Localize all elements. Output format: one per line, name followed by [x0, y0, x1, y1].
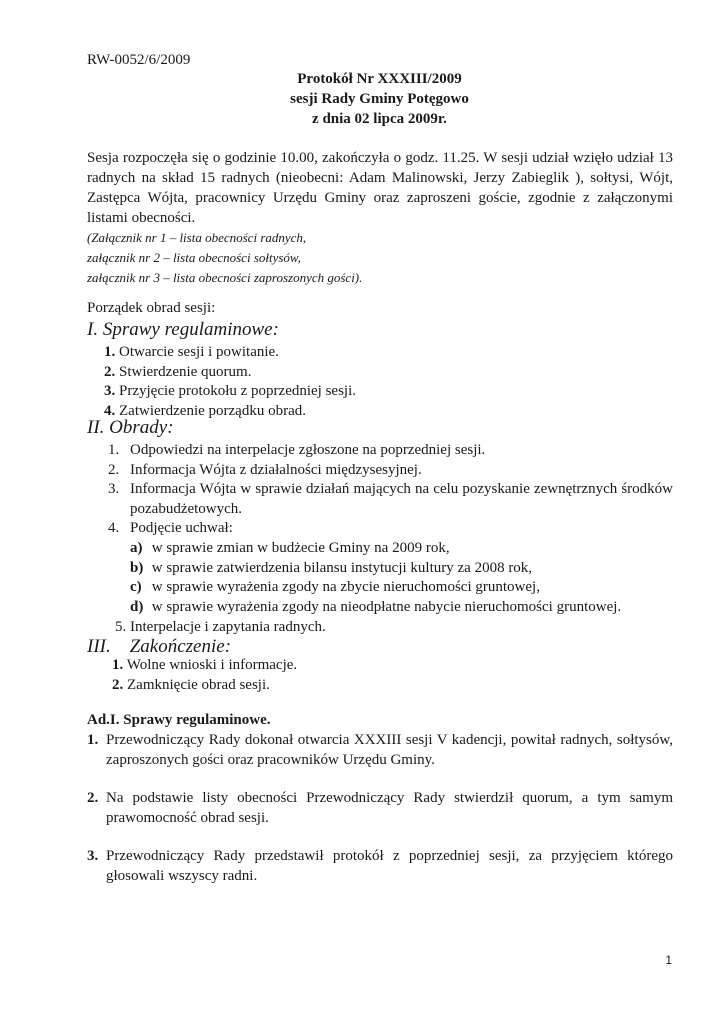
list-item [104, 343, 664, 363]
item-number: 1. [108, 442, 120, 458]
item-text: Przyjęcie protokołu z poprzedniej sesji. [119, 383, 357, 399]
annex-line-3: załącznik nr 3 – lista obecności zaproszonych gości). [87, 270, 363, 285]
paragraph-number: 1. [87, 732, 99, 748]
item-number: 1. [104, 344, 116, 360]
list-item [108, 441, 673, 461]
item-number: 1. [112, 657, 124, 673]
list-item [130, 559, 675, 579]
item-text: Podjęcie uchwał: [130, 520, 233, 536]
title-line-3: z dnia 02 lipca 2009r. [312, 111, 447, 127]
list-item [112, 676, 672, 696]
item-text: Stwierdzenie quorum. [119, 363, 252, 380]
section-2-list [108, 441, 673, 539]
item-number: 2. [108, 461, 120, 478]
item-letter: a) [130, 540, 143, 556]
paragraph-text: Przewodniczący Rady przedstawił protokół z poprzedniej sesji, za przyjęciem którego głosowali wszyscy radni. [106, 848, 673, 884]
list-item [108, 461, 673, 481]
paragraph-number: 3. [87, 848, 99, 864]
item-text: Otwarcie sesji i powitanie. [119, 344, 279, 360]
ad-1-heading: Ad.I. Sprawy regulaminowe. [87, 712, 271, 728]
item-text: Informacja Wójta w sprawie działań mających na celu pozyskanie zewnętrznych środków pozabudżetowych. [130, 481, 673, 517]
order-label: Porządek obrad sesji: [87, 300, 216, 316]
item-text: Informacja Wójta z działalności międzysesyjnej. [130, 461, 422, 478]
list-item [108, 480, 673, 519]
section-2-item-5: 5. Interpelacje i zapytania radnych. [115, 619, 326, 635]
item-text: w sprawie zmian w budżecie Gminy na 2009 rok, [151, 540, 450, 556]
item-number: 2. [112, 676, 124, 693]
annex-line-1: (Załącznik nr 1 – lista obecności radnych, [87, 230, 307, 245]
item-number: 4. [108, 520, 120, 536]
item-text: Wolne wnioski i informacje. [126, 657, 298, 673]
item-text: Zatwierdzenie porządku obrad. [119, 402, 306, 419]
document-title [87, 69, 672, 129]
ad-1-paragraph-3 [87, 846, 673, 886]
list-item [104, 382, 664, 402]
item-letter: d) [130, 598, 144, 615]
list-item [104, 363, 664, 383]
item-text: w sprawie wyrażenia zgody na nieodpłatne nabycie nieruchomości gruntowej. [151, 598, 622, 615]
list-item [130, 539, 675, 559]
item-text: Zamknięcie obrad sesji. [127, 676, 270, 693]
list-item [104, 402, 664, 422]
item-number: 2. [104, 363, 116, 380]
list-item [130, 578, 675, 598]
paragraph-number: 2. [87, 790, 99, 806]
ad-1-paragraph-1 [87, 730, 673, 770]
section-1-heading: I. Sprawy regulaminowe: [87, 319, 279, 340]
page-number: 1 [665, 953, 672, 967]
item-letter: c) [130, 579, 142, 595]
section-3-list [112, 656, 672, 695]
document-reference: RW-0052/6/2009 [87, 52, 191, 68]
item-number: 4. [104, 402, 116, 419]
section-2-heading: II. Obrady: [87, 417, 174, 438]
paragraph-text: Przewodniczący Rady dokonał otwarcia XXXIII sesji V kadencji, powitał radnych, sołtysów, zaproszonych gości oraz pracowników Urzędu Gminy. [106, 732, 673, 768]
section-3-heading: III. Zakończenie: [87, 636, 232, 657]
item-text: w sprawie zatwierdzenia bilansu instytucji kultury za 2008 rok, [151, 559, 533, 576]
annex-line-2: załącznik nr 2 – lista obecności sołtysów, [87, 250, 301, 265]
list-item [108, 519, 673, 539]
item-number: 3. [108, 481, 120, 497]
resolutions-sublist [130, 539, 675, 617]
item-text: Odpowiedzi na interpelacje zgłoszone na poprzedniej sesji. [130, 442, 486, 458]
item-number: 3. [104, 383, 116, 399]
section-1-list [104, 343, 664, 421]
intro-paragraph: Sesja rozpoczęła się o godzinie 10.00, zakończyła o godz. 11.25. W sesji udział wzięło udział 13 radnych na skład 15 radnych (nieobecni: Adam Malinowski, Jerzy Zabieglik ), sołtysi, Wójt, Zastępca Wójta, pracownicy Urzędu Gminy oraz zaproszeni goście, zgodnie z załączonymi listami obecności. [87, 150, 673, 226]
list-item [112, 656, 672, 676]
list-item [130, 598, 675, 618]
paragraph-text: Na podstawie listy obecności Przewodniczący Rady stwierdził quorum, a tym samym prawomocność obrad sesji. [106, 790, 673, 826]
intro-section [87, 148, 673, 288]
item-text: w sprawie wyrażenia zgody na zbycie nieruchomości gruntowej, [151, 579, 540, 595]
ad-1-paragraph-2 [87, 788, 673, 828]
item-letter: b) [130, 559, 144, 576]
title-line-2: sesji Rady Gminy Potęgowo [290, 91, 469, 107]
title-line-1: Protokół Nr XXXIII/2009 [297, 71, 462, 87]
